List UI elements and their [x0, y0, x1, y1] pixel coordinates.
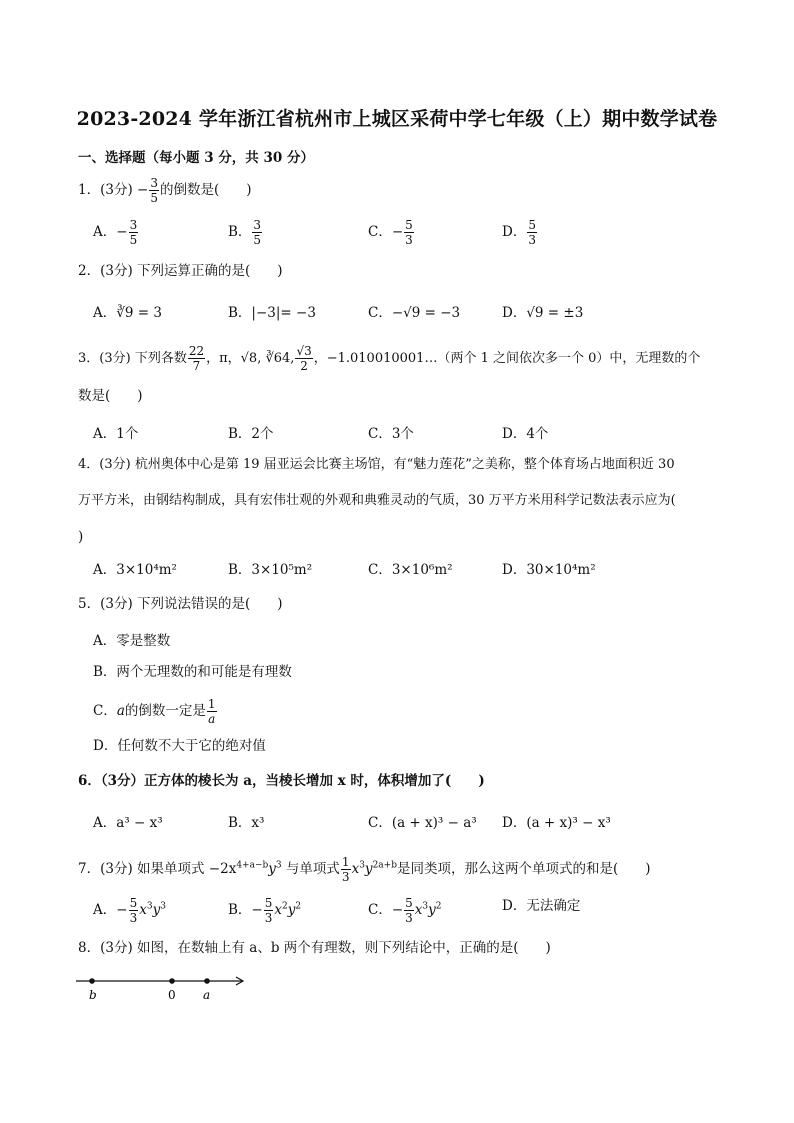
question-2-option-d: D．√9 = ±3 [502, 305, 584, 321]
question-6-option-c: C．(a + x)³ − a³ [368, 815, 477, 831]
question-4-line-1: 4．(3分) 杭州奥体中心是第 19 届亚运会比赛主场馆，有“魅力莲花”之美称，整个体育场占地面积近 30 [78, 457, 675, 472]
question-3-option-a: A．1个 [93, 426, 139, 442]
question-6-stem: 6．（3分）正方体的棱长为 a，当棱长增加 x 时，体积增加了( ) [78, 773, 485, 789]
question-2-stem: 2．(3分) 下列运算正确的是( ) [78, 263, 283, 279]
question-7-option-c: C．− $\frac{5}{3}$ $x^3y^2$ [368, 896, 442, 925]
label-a: a [203, 988, 211, 1002]
label-zero: 0 [168, 988, 176, 1002]
section-heading: 一、选择题（每小题 3 分，共 30 分） [78, 150, 314, 166]
question-4-option-a: A．3×10⁴m² [93, 562, 177, 578]
question-6-option-d: D．(a + x)³ − x³ [502, 815, 611, 831]
question-2-option-c: C．−√9 = −3 [368, 305, 461, 321]
question-1-option-a: A．− $\frac{3}{5}$ [93, 218, 138, 247]
question-7-option-a: A．− $\frac{5}{3}$ $x^3y^3$ [93, 896, 166, 925]
question-1-option-d: D． $\frac{5}{3}$ [502, 218, 536, 247]
question-1-stem: 1．(3分) − $\frac{3}{5}$ 的倒数是( ) [78, 176, 252, 205]
question-1-option-c: C．− $\frac{5}{3}$ [368, 218, 413, 247]
question-4-line-3: ) [78, 529, 84, 545]
question-5-option-b: B．两个无理数的和可能是有理数 [93, 664, 292, 680]
question-1-option-b: B． $\frac{3}{5}$ [228, 218, 262, 247]
question-2-option-a: A．∛9 = 3 [93, 305, 162, 321]
question-5-stem: 5．(3分) 下列说法错误的是( ) [78, 596, 283, 612]
question-4-option-c: C．3×10⁶m² [368, 562, 453, 578]
question-6-option-b: B．x³ [228, 815, 265, 831]
exam-title: 2023-2024 学年浙江省杭州市上城区采荷中学七年级（上）期中数学试卷 [76, 108, 718, 130]
question-4-option-b: B．3×10⁵m² [228, 562, 313, 578]
question-4-option-d: D．30×10⁴m² [502, 562, 596, 578]
number-line-figure [74, 972, 254, 1008]
point-a [204, 978, 210, 984]
point-zero [169, 978, 175, 984]
question-6-option-a: A．a³ − x³ [93, 815, 163, 831]
question-7-stem: 7．(3分) 如果单项式 $-2x^{4+a-b}y^3$ 与单项式 $\frac{1}{3}$ $x^3y^{2a+b}$是同类项，那么这两个单项式的和是( ) [78, 855, 651, 884]
question-4-line-2: 万平方米，由钢结构制成，具有宏伟壮观的外观和典雅灵动的气质，30 万平方米用科学记数法表示应为( [78, 493, 676, 508]
question-3-option-d: D．4个 [502, 426, 549, 442]
question-7-option-b: B．− $\frac{5}{3}$ $x^2y^2$ [228, 896, 302, 925]
question-8-stem: 8．(3分) 如图，在数轴上有 a、b 两个有理数，则下列结论中，正确的是( ) [78, 940, 551, 956]
question-3-stem-line-1: 3．(3分) 下列各数 $\frac{22}{7}$ ，π，√8, ∛64, $\frac{√3}{2}$ ，−1.010010001…（两个 1 之间依次多一个 0）中，无理数的个 [78, 344, 701, 373]
question-7-option-d: D．无法确定 [502, 898, 581, 914]
question-3-option-c: C．3个 [368, 426, 414, 442]
question-5-option-d: D．任何数不大于它的绝对值 [93, 738, 266, 754]
question-3-option-b: B．2个 [228, 426, 274, 442]
question-5-option-a: A．零是整数 [93, 633, 171, 649]
point-b [89, 978, 95, 984]
label-b: b [89, 988, 97, 1002]
question-2-option-b: B．|−3|= −3 [228, 305, 316, 321]
question-3-stem-line-2: 数是( ) [78, 388, 143, 404]
question-5-option-c: C．a的倒数一定是 $\frac{1}{a}$ [93, 697, 216, 726]
